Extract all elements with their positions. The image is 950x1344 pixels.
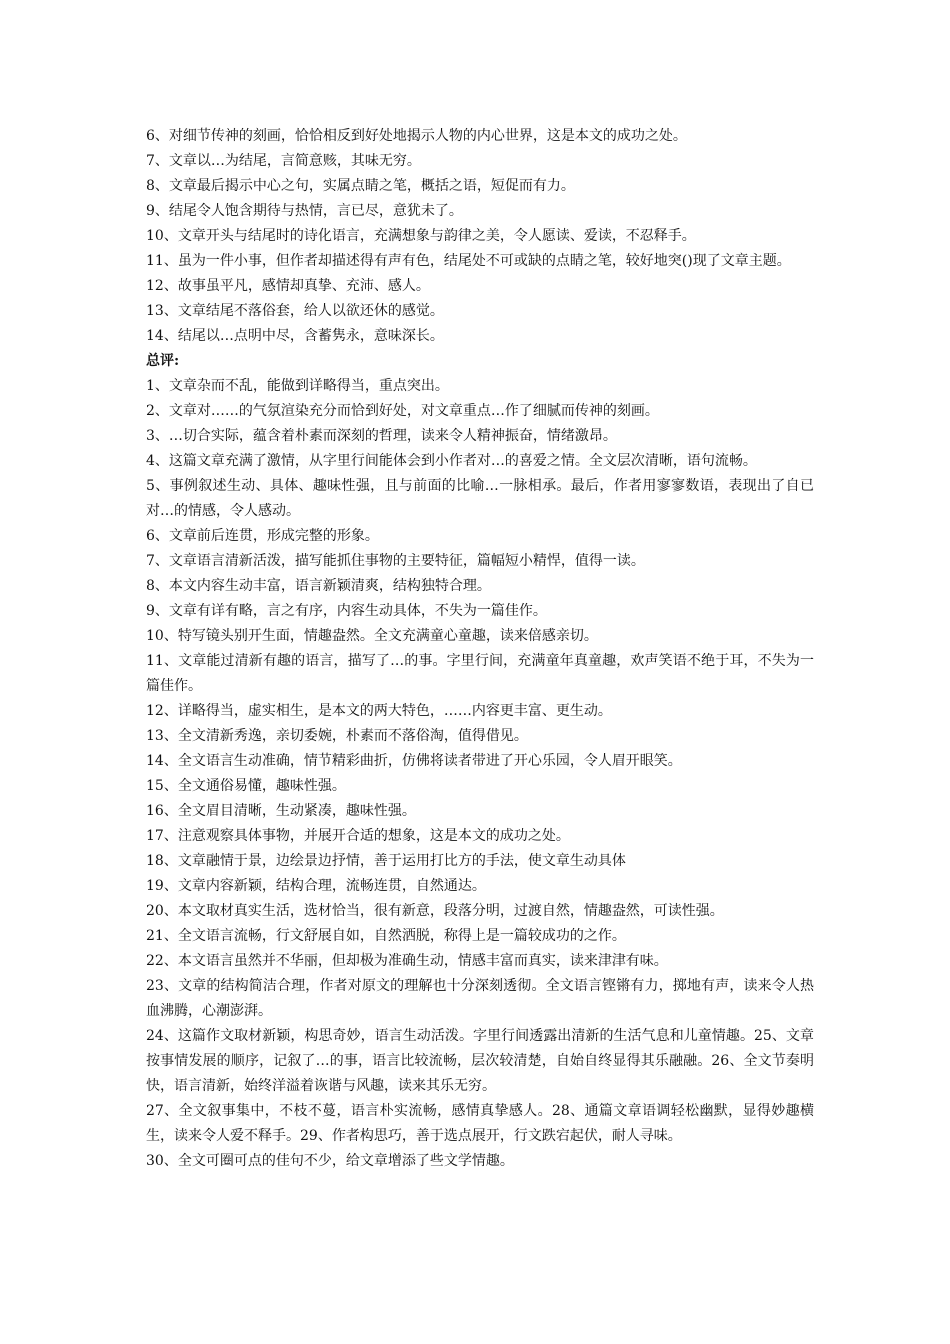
list-item: 14、全文语言生动准确，情节精彩曲折，仿佛将读者带进了开心乐园，令人眉开眼笑。 <box>146 753 682 769</box>
list-item: 4、这篇文章充满了激情，从字里行间能体会到小作者对…的喜爱之情。全文层次清晰，语句流畅。 <box>146 453 757 469</box>
list-item: 22、本文语言虽然并不华丽，但却极为准确生动，情感丰富而真实，读来津津有味。 <box>146 953 668 969</box>
list-item: 24、这篇作文取材新颖，构思奇妙，语言生动活泼。字里行间透露出清新的生活气息和儿童情趣。25、文章按事情发展的顺序，记叙了…的事，语言比较流畅，层次较清楚，自始自终显得其乐融融。26、全文节奏明快，语言清新，始终洋溢着诙谐与风趣，读来其乐无穷。 <box>146 1028 814 1094</box>
list-item: 7、文章语言清新活泼，描写能抓住事物的主要特征，篇幅短小精悍，值得一读。 <box>146 553 645 569</box>
list-item: 3、…切合实际，蕴含着朴素而深刻的哲理，读来令人精神振奋，情绪激昂。 <box>146 428 617 444</box>
list-item: 5、事例叙述生动、具体、趣味性强，且与前面的比喻…一脉相承。最后，作者用寥寥数语，表现出了自已对…的情感，令人感动。 <box>146 478 814 519</box>
list-item: 23、文章的结构简洁合理，作者对原文的理解也十分深刻透彻。全文语言铿锵有力，掷地有声，读来令人热血沸腾，心潮澎湃。 <box>146 978 814 1019</box>
list-item: 12、故事虽平凡，感情却真挚、充沛、感人。 <box>146 278 430 294</box>
list-item: 14、结尾以…点明中尽，含蓄隽永，意味深长。 <box>146 328 444 344</box>
list-item: 17、注意观察具体事物，并展开合适的想象，这是本文的成功之处。 <box>146 828 570 844</box>
list-item: 7、文章以…为结尾，言简意赅，其味无穷。 <box>146 153 421 169</box>
list-item: 2、文章对……的气氛渲染充分而恰到好处，对文章重点…作了细腻而传神的刻画。 <box>146 403 659 419</box>
list-item: 12、详略得当，虚实相生，是本文的两大特色，……内容更丰富、更生动。 <box>146 703 612 719</box>
list-item: 21、全文语言流畅，行文舒展自如，自然洒脱，称得上是一篇较成功的之作。 <box>146 928 626 944</box>
list-item: 11、文章能过清新有趣的语言，描写了…的事。字里行间，充满童年真童趣，欢声笑语不绝于耳，不失为一篇佳作。 <box>146 653 814 694</box>
section-heading: 总评: <box>146 353 180 369</box>
list-item: 13、全文清新秀逸，亲切委婉，朴素而不落俗淘，值得借见。 <box>146 728 528 744</box>
list-item: 9、文章有详有略，言之有序，内容生动具体，不失为一篇佳作。 <box>146 603 547 619</box>
list-item: 11、虽为一件小事，但作者却描述得有声有色，结尾处不可或缺的点睛之笔，较好地突()现了文章主题。 <box>146 253 791 269</box>
list-item: 27、全文叙事集中，不枝不蔓，语言朴实流畅，感情真挚感人。28、通篇文章语调轻松幽默，显得妙趣横生，读来令人爱不释手。29、作者构思巧，善于选点展开，行文跌宕起伏，耐人寻味。 <box>146 1103 814 1144</box>
list-item: 8、本文内容生动丰富，语言新颖清爽，结构独特合理。 <box>146 578 491 594</box>
list-item: 30、全文可圈可点的佳句不少，给文章增添了些文学情趣。 <box>146 1153 514 1169</box>
list-item: 20、本文取材真实生活，选材恰当，很有新意，段落分明，过渡自然，情趣盎然，可读性强。 <box>146 903 724 919</box>
list-item: 6、文章前后连贯，形成完整的形象。 <box>146 528 379 544</box>
list-item: 8、文章最后揭示中心之句，实属点睛之笔，概括之语，短促而有力。 <box>146 178 575 194</box>
list-item: 9、结尾令人饱含期待与热情，言已尽，意犹未了。 <box>146 203 463 219</box>
list-item: 18、文章融情于景，边绘景边抒情，善于运用打比方的手法，使文章生动具体 <box>146 853 626 869</box>
list-item: 15、全文通俗易懂，趣味性强。 <box>146 778 346 794</box>
document-page <box>146 124 814 1174</box>
list-item: 19、文章内容新颖，结构合理，流畅连贯，自然通达。 <box>146 878 486 894</box>
list-item: 10、特写镜头别开生面，情趣盎然。全文充满童心童趣，读来倍感亲切。 <box>146 628 598 644</box>
list-item: 13、文章结尾不落俗套，给人以欲还休的感觉。 <box>146 303 444 319</box>
section-overall-comments <box>146 374 814 1174</box>
section-detail-comments <box>146 124 814 349</box>
list-item: 1、文章杂而不乱，能做到详略得当，重点突出。 <box>146 378 449 394</box>
list-item: 10、文章开头与结尾时的诗化语言，充满想象与韵律之美，令人愿读、爱读，不忍释手。 <box>146 228 696 244</box>
list-item: 16、全文眉目清晰，生动紧凑，趣味性强。 <box>146 803 416 819</box>
list-item: 6、对细节传神的刻画，恰恰相反到好处地揭示人物的内心世界，这是本文的成功之处。 <box>146 128 687 144</box>
